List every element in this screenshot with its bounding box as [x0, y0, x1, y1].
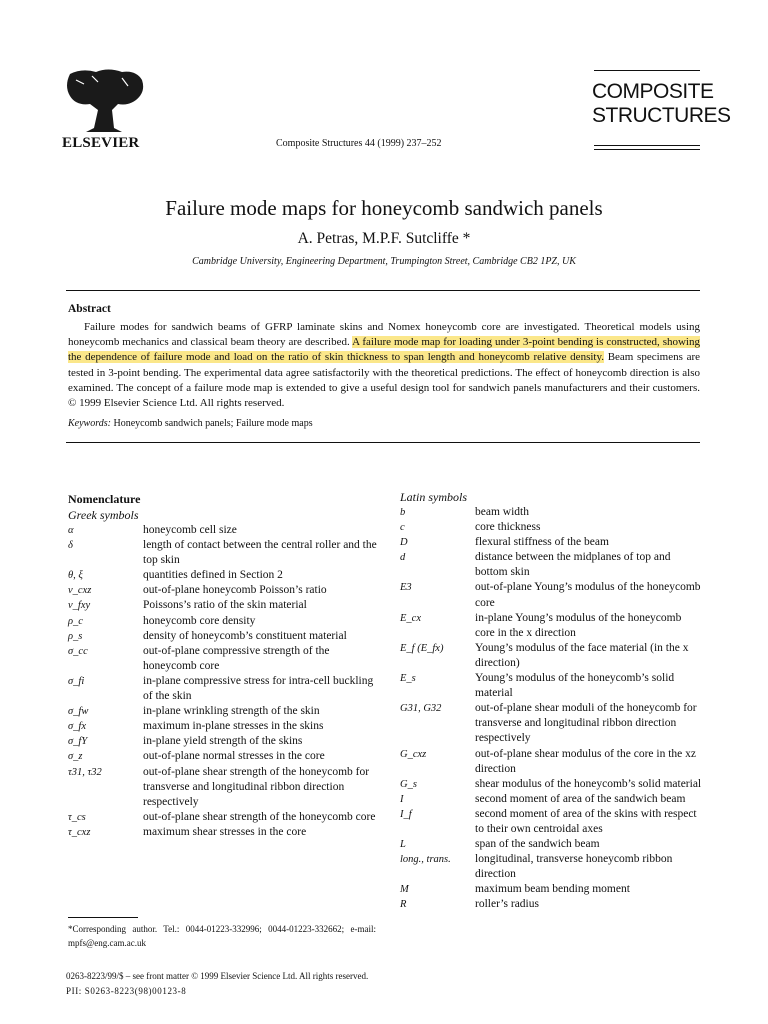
- article-title: Failure mode maps for honeycomb sandwich panels: [165, 196, 603, 220]
- journal-brand-line1: COMPOSITE: [592, 80, 714, 103]
- greek-definition: out-of-plane honeycomb Poisson’s ratio: [143, 584, 327, 597]
- latin-symbol: L: [400, 839, 406, 851]
- latin-symbol: b: [400, 507, 406, 518]
- latin-row: [400, 852, 702, 882]
- keywords-text: Honeycomb sandwich panels; Failure mode maps: [113, 418, 313, 429]
- greek-row: [68, 749, 378, 764]
- greek-definition: maximum shear stresses in the core: [143, 825, 307, 838]
- greek-row: [68, 568, 378, 583]
- greek-definition: honeycomb cell size: [143, 524, 237, 536]
- latin-row: [400, 641, 702, 671]
- latin-definition: second moment of area of the skins with respect to their own centroidal axes: [475, 807, 697, 835]
- abstract-body: [68, 320, 700, 411]
- greek-row: [68, 765, 378, 810]
- latin-definition: second moment of area of the sandwich beam: [475, 792, 686, 805]
- latin-definition: flexural stiffness of the beam: [475, 536, 609, 549]
- greek-definition: in-plane compressive stress for intra-cell buckling of the skin: [143, 674, 374, 703]
- greek-row: [68, 810, 378, 825]
- latin-definition: shear modulus of the honeycomb’s solid material: [475, 777, 702, 790]
- greek-symbol: σ_fx: [68, 721, 87, 733]
- greek-definition: in-plane wrinkling strength of the skin: [143, 705, 320, 718]
- greek-definition: length of contact between the central roller and the top skin: [143, 539, 377, 567]
- latin-symbol: G_cxz: [400, 748, 427, 760]
- abstract-text-before: Failure modes for sandwich beams of GFRP laminate skins and Nomex honeycomb core are investigated. Theoretical models using honeycomb mechanics and classical beam theory are described.: [68, 321, 700, 349]
- greek-definition: out-of-plane compressive strength of the honeycomb core: [143, 644, 330, 672]
- greek-row: [68, 598, 378, 613]
- greek-symbol: τ31, τ32: [68, 766, 102, 778]
- greek-symbol: σ_fi: [68, 675, 85, 687]
- footnote: *Corresponding author. Tel.: 0044-01223-332996; 0044-01223-332662; e-mail: mpfs@eng.cam.ac.uk: [68, 924, 376, 948]
- elsevier-tree-logo: [62, 66, 146, 136]
- latin-symbol: E_s: [400, 673, 416, 685]
- latin-symbol: d: [400, 552, 406, 564]
- greek-definition: maximum in-plane stresses in the skins: [143, 720, 324, 733]
- latin-definition: out-of-plane shear moduli of the honeycomb for transverse and longitudinal ribbon direction respectively: [475, 702, 697, 745]
- greek-symbol: σ_z: [68, 751, 83, 763]
- greek-row: [68, 523, 378, 538]
- latin-row: [400, 897, 702, 912]
- greek-symbol: ν_cxz: [68, 585, 92, 597]
- latin-definition: span of the sandwich beam: [475, 838, 600, 851]
- latin-row: [400, 611, 702, 641]
- latin-symbols-heading: Latin symbols: [400, 490, 468, 504]
- greek-row: [68, 719, 378, 734]
- nomenclature-heading: Nomenclature: [68, 492, 141, 506]
- latin-row: [400, 792, 702, 807]
- latin-row: [400, 505, 702, 520]
- latin-definition: longitudinal, transverse honeycomb ribbon direction: [475, 853, 673, 881]
- greek-symbol-list: [68, 523, 378, 840]
- greek-definition: out-of-plane normal stresses in the core: [143, 750, 325, 763]
- greek-symbol: δ: [68, 540, 73, 552]
- journal-brand-line2: STRUCTURES: [592, 104, 731, 127]
- latin-definition: maximum beam bending moment: [475, 883, 630, 896]
- greek-row: [68, 538, 378, 568]
- latin-symbol: I_f: [400, 808, 412, 820]
- greek-symbol: ν_fxy: [68, 600, 91, 612]
- greek-symbol: σ_cc: [68, 645, 88, 657]
- greek-row: [68, 674, 378, 704]
- footnote-rule: [68, 917, 138, 918]
- greek-symbol: τ_cxz: [68, 826, 91, 838]
- keywords: [68, 418, 313, 429]
- keywords-label: Keywords:: [68, 418, 111, 429]
- copyright-line: 0263-8223/99/$ – see front matter © 1999 Elsevier Science Ltd. All rights reserved.: [66, 971, 369, 981]
- greek-symbol: τ_cs: [68, 811, 86, 823]
- abstract-text-after: Beam specimens are tested in 3-point bending. The experimental data agree satisfactorily with the theoretical predictions. The effect of honeycomb direction is also examined. The concept of a failure mode map is extended to give a useful design tool for sandwich panels manufacturers and their customers. © 1999 Elsevier Science Ltd. All rights reserved.: [68, 351, 701, 410]
- greek-symbol: σ_fw: [68, 706, 89, 718]
- latin-row: [400, 777, 702, 792]
- latin-row: [400, 807, 702, 837]
- greek-row: [68, 704, 378, 719]
- abstract-highlight: A failure mode map for loading under 3-point bending is constructed, showing the dependence of failure mode and load on the ratio of skin thickness to span length and honeycomb relative density.: [68, 336, 700, 364]
- latin-row: [400, 580, 702, 610]
- greek-row: [68, 825, 378, 840]
- abstract-top-rule: [66, 290, 700, 291]
- latin-definition: core thickness: [475, 521, 541, 534]
- greek-definition: density of honeycomb’s constituent material: [143, 629, 347, 642]
- article-affiliation: Cambridge University, Engineering Department, Trumpington Street, Cambridge CB2 1PZ, UK: [192, 256, 576, 267]
- greek-definition: honeycomb core density: [143, 614, 256, 627]
- latin-definition: distance between the midplanes of top and bottom skin: [475, 551, 671, 579]
- latin-definition: out-of-plane shear modulus of the core in the xz direction: [475, 747, 696, 775]
- latin-definition: Young’s modulus of the face material (in the x direction): [475, 641, 689, 669]
- greek-symbols-heading: Greek symbols: [68, 508, 139, 522]
- latin-symbol-list: [400, 505, 702, 913]
- latin-symbol: E_cx: [400, 612, 421, 624]
- latin-definition: Young’s modulus of the honeycomb’s solid material: [475, 672, 675, 700]
- latin-symbol: G_s: [400, 778, 417, 790]
- greek-symbol: α: [68, 525, 74, 536]
- greek-row: [68, 629, 378, 644]
- latin-row: [400, 671, 702, 701]
- latin-definition: roller’s radius: [475, 898, 539, 911]
- article-authors: A. Petras, M.P.F. Sutcliffe *: [297, 230, 471, 247]
- latin-row: [400, 535, 702, 550]
- latin-definition: out-of-plane Young’s modulus of the honeycomb core: [475, 581, 701, 609]
- abstract-heading: Abstract: [68, 303, 111, 315]
- latin-row: [400, 747, 702, 777]
- latin-row: [400, 550, 702, 580]
- journal-citation: Composite Structures 44 (1999) 237–252: [276, 138, 442, 149]
- greek-symbol: θ, ξ: [68, 570, 83, 582]
- abstract-bottom-rule: [66, 442, 700, 443]
- pii-line: PII: S0263-8223(98)00123-8: [66, 986, 187, 996]
- latin-row: [400, 520, 702, 535]
- latin-symbol: E_f (E_fx): [400, 642, 444, 654]
- greek-symbol: ρ_c: [68, 615, 83, 627]
- latin-symbol: long., trans.: [400, 854, 451, 866]
- greek-row: [68, 644, 378, 674]
- latin-row: [400, 882, 702, 897]
- brand-bottom-rule: [594, 145, 700, 146]
- greek-row: [68, 614, 378, 629]
- latin-symbol: G31, G32: [400, 703, 442, 715]
- greek-definition: Poissons’s ratio of the skin material: [143, 599, 307, 612]
- abstract-paragraph: [68, 320, 700, 411]
- greek-row: [68, 734, 378, 749]
- brand-bottom-rule-2: [594, 149, 700, 150]
- publisher-name: ELSEVIER: [62, 135, 140, 151]
- latin-symbol: D: [400, 537, 408, 549]
- latin-symbol: R: [400, 899, 407, 911]
- latin-definition: in-plane Young’s modulus of the honeycomb core in the x direction: [475, 611, 682, 639]
- greek-definition: quantities defined in Section 2: [143, 569, 283, 582]
- latin-symbol: E3: [400, 582, 412, 594]
- journal-brand: [592, 80, 731, 128]
- greek-definition: out-of-plane shear strength of the honeycomb core: [143, 810, 376, 823]
- latin-symbol: M: [400, 884, 409, 896]
- greek-symbol: σ_fY: [68, 736, 88, 748]
- latin-row: [400, 701, 702, 746]
- latin-definition: beam width: [475, 506, 529, 518]
- greek-row: [68, 583, 378, 598]
- brand-top-rule: [594, 70, 700, 71]
- latin-row: [400, 837, 702, 852]
- greek-definition: in-plane yield strength of the skins: [143, 735, 303, 748]
- latin-symbol: I: [400, 793, 404, 805]
- greek-symbol: ρ_s: [68, 630, 83, 642]
- greek-definition: out-of-plane shear strength of the honeycomb for transverse and longitudinal ribbon direction respectively: [143, 765, 370, 808]
- latin-symbol: c: [400, 522, 405, 534]
